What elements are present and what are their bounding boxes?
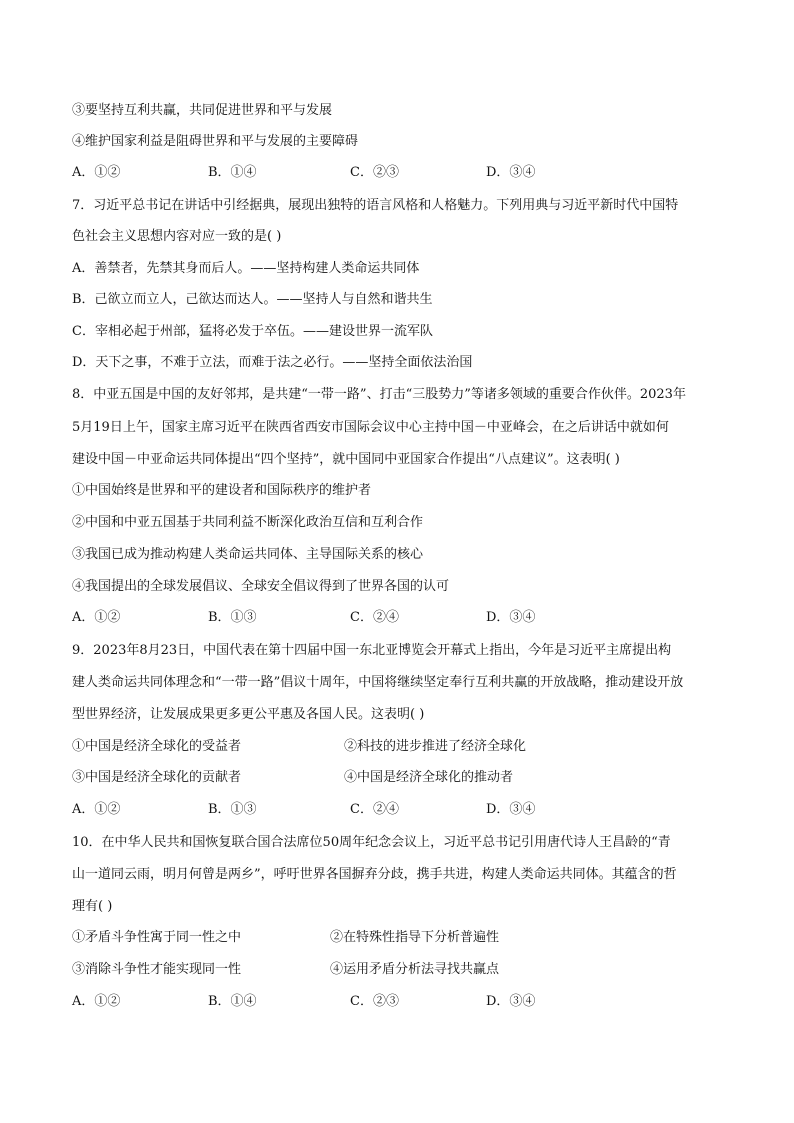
q6-option-a[interactable]: A．①②	[72, 165, 121, 180]
q9-item-2: ②科技的进步推进了经济全球化	[344, 739, 527, 754]
q9-stem-line-2: 建人类命运共同体理念和“一带一路”倡议十周年，中国将继续坚定奉行互利共赢的开放战略，推动建设开放	[72, 675, 684, 690]
q6-option-c[interactable]: C．②③	[350, 165, 399, 180]
q10-item-2: ②在特殊性指导下分析普遍性	[330, 930, 500, 945]
q9-option-a[interactable]: A．①②	[72, 802, 121, 817]
q8-item-2: ②中国和中亚五国基于共同利益不断深化政治互信和互利合作	[72, 515, 424, 530]
q8-stem-line-3: 建设中国－中亚命运共同体提出“四个坚持”，就中国同中亚国家合作提出“八点建议”。这表明( )	[72, 452, 620, 467]
q9-stem-line-3: 型世界经济，让发展成果更多更公平惠及各国人民。这表明( )	[72, 707, 425, 722]
q9-item-1: ①中国是经济全球化的受益者	[72, 739, 242, 754]
q10-option-c[interactable]: C．②③	[350, 994, 399, 1009]
q7-choice-c[interactable]: C．宰相必起于州部，猛将必发于卒伍。——建设世界一流军队	[72, 324, 433, 339]
q8-item-4: ④我国提出的全球发展倡议、全球安全倡议得到了世界各国的认可	[72, 579, 450, 594]
q10-option-d[interactable]: D．③④	[486, 994, 536, 1009]
q7-choice-a[interactable]: A．善禁者，先禁其身而后人。——坚持构建人类命运共同体	[72, 261, 420, 276]
q10-option-b[interactable]: B．①④	[208, 994, 257, 1009]
q7-stem-line-2: 色社会主义思想内容对应一致的是( )	[72, 229, 282, 244]
q10-item-1: ①矛盾斗争性寓于同一性之中	[72, 930, 242, 945]
q8-option-a[interactable]: A．①②	[72, 610, 121, 625]
q10-item-3: ③消除斗争性才能实现同一性	[72, 962, 242, 977]
q8-option-d[interactable]: D．③④	[486, 610, 536, 625]
q6-item-4: ④维护国家利益是阻碍世界和平与发展的主要障碍	[72, 134, 359, 149]
q8-option-b[interactable]: B．①③	[208, 610, 257, 625]
q9-option-d[interactable]: D．③④	[486, 802, 536, 817]
q10-stem-line-2: 山一道同云雨，明月何曾是两乡”，呼吁世界各国摒弃分歧，携手共进，构建人类命运共同体。其蕴含的哲	[72, 867, 677, 882]
q8-stem-line-1: 8．中亚五国是中国的友好邻邦，是共建“一带一路”、打击“三股势力”等诸多领域的重要合作伙伴。2023年	[72, 387, 686, 402]
q6-option-d[interactable]: D．③④	[486, 165, 536, 180]
q9-option-c[interactable]: C．②④	[350, 802, 399, 817]
q7-choice-b[interactable]: B．己欲立而立人，己欲达而达人。——坚持人与自然和谐共生	[72, 292, 433, 307]
q8-stem-line-2: 5月19日上午，国家主席习近平在陕西省西安市国际会议中心主持中国－中亚峰会，在之后讲话中就如何	[72, 420, 669, 435]
q8-item-1: ①中国始终是世界和平的建设者和国际秩序的维护者	[72, 483, 372, 498]
q10-stem-line-3: 理有( )	[72, 899, 113, 914]
q9-item-3: ③中国是经济全球化的贡献者	[72, 770, 242, 785]
q7-choice-d[interactable]: D．天下之事，不难于立法，而难于法之必行。——坚持全面依法治国	[72, 355, 473, 370]
q9-option-b[interactable]: B．①③	[208, 802, 257, 817]
q8-item-3: ③我国已成为推动构建人类命运共同体、主导国际关系的核心	[72, 547, 424, 562]
q10-item-4: ④运用矛盾分析法寻找共赢点	[330, 962, 500, 977]
q9-stem-line-1: 9．2023年8月23日，中国代表在第十四届中国一东北亚博览会开幕式上指出，今年是习近平主席提出构	[72, 643, 672, 658]
q6-item-3: ③要坚持互利共赢，共同促进世界和平与发展	[72, 103, 333, 118]
q7-stem-line-1: 7．习近平总书记在讲话中引经据典，展现出独特的语言风格和人格魅力。下列用典与习近平新时代中国特	[72, 198, 679, 213]
q10-option-a[interactable]: A．①②	[72, 994, 121, 1009]
q6-option-b[interactable]: B．①④	[208, 165, 257, 180]
q8-option-c[interactable]: C．②④	[350, 610, 399, 625]
q10-stem-line-1: 10．在中华人民共和国恢复联合国合法席位50周年纪念会议上，习近平总书记引用唐代诗人王昌龄的“青	[72, 835, 671, 850]
q9-item-4: ④中国是经济全球化的推动者	[344, 770, 514, 785]
